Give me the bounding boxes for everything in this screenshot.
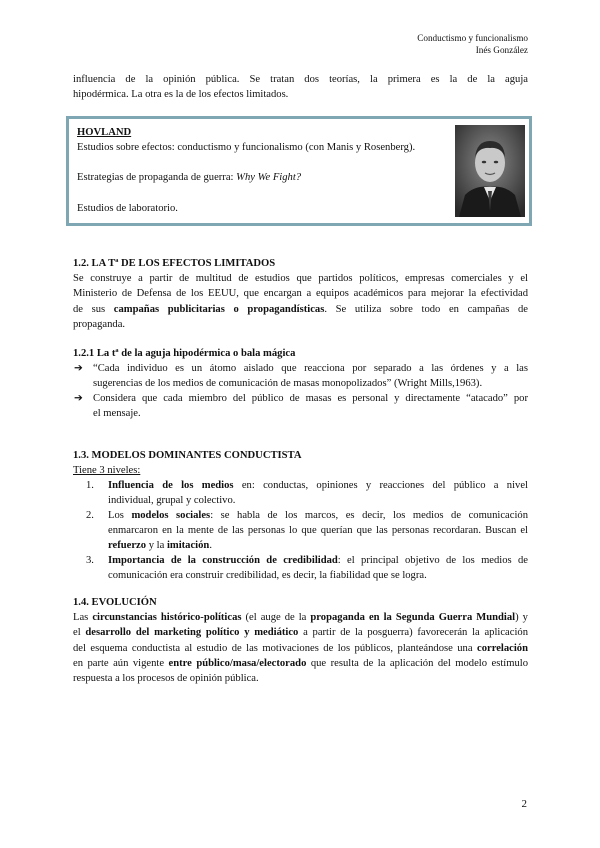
bold-span: entre público/masa/electorado bbox=[168, 657, 307, 669]
bullet-item bbox=[74, 391, 528, 421]
numbered-item bbox=[86, 553, 528, 583]
section-1-2-1-heading: 1.2.1 La tª de la aguja hipodérmica o bala mágica bbox=[73, 348, 296, 359]
bold-span: imitación bbox=[166, 540, 210, 552]
bullet-line: sugerencias de los medios de comunicación de masas monopolizados” (Wright Mills,1963). bbox=[93, 378, 483, 390]
page-number: 2 bbox=[521, 798, 527, 810]
hovland-line: Estudios sobre efectos: conductismo y funcionalismo (con Manis y Rosenberg). bbox=[77, 142, 416, 154]
section-line: Ministerio de Defensa de los EEUU, que encargan a equipos académicos para mejorar la efectividad bbox=[73, 288, 528, 300]
text-span: : el principal objetivo de los medios de bbox=[337, 555, 528, 566]
text-span: de sus bbox=[73, 303, 114, 315]
bullet-line: “Cada individuo es un átomo aislado que reacciona por separado a las órdenes y a las bbox=[93, 363, 528, 374]
text-span: . Se utiliza sobre todo en campañas de bbox=[324, 303, 528, 315]
section-heading: 1.2. LA Tª DE LOS EFECTOS LIMITADOS bbox=[73, 258, 276, 269]
item-line bbox=[108, 508, 528, 523]
bold-span: circunstancias histórico-políticas bbox=[92, 612, 242, 624]
bullet-line: el mensaje. bbox=[93, 408, 141, 420]
text-span: (el auge de la bbox=[241, 612, 311, 624]
hovland-title: HOVLAND bbox=[77, 127, 132, 138]
section-line: Se construye a partir de multitud de estudios que partidos políticos, empresas comerciales y el bbox=[73, 273, 528, 285]
bold-span: Importancia de la construcción de credibilidad bbox=[108, 555, 338, 566]
item-line bbox=[108, 553, 528, 568]
section-line bbox=[73, 625, 528, 640]
bold-span: correlación bbox=[477, 642, 528, 654]
section-line bbox=[73, 610, 528, 625]
section-line bbox=[73, 656, 528, 671]
hovland-text bbox=[77, 125, 447, 216]
text-span: que resulta de la aplicación del modelo estímulo bbox=[306, 657, 528, 669]
section-line bbox=[73, 641, 528, 656]
text-span: Estrategias de propaganda de guerra: bbox=[77, 172, 237, 184]
header-author: Inés González bbox=[475, 45, 528, 55]
item-line: individual, grupal y colectivo. bbox=[108, 495, 236, 507]
film-title: Why We Fight? bbox=[236, 172, 302, 184]
item-number: 2. bbox=[86, 510, 94, 521]
section-line bbox=[73, 302, 528, 317]
intro-line: hipodérmica. La otra es la de los efectos limitados. bbox=[73, 89, 289, 101]
section-1-3-heading: 1.3. MODELOS DOMINANTES CONDUCTISTA bbox=[73, 450, 302, 461]
item-line bbox=[108, 478, 528, 493]
bullet-line: Considera que cada miembro del público de masas es personal y directamente “atacado” por bbox=[93, 393, 528, 404]
text-span: en parte aún vigente bbox=[73, 657, 169, 669]
section-line: respuesta a los procesos de opinión pública. bbox=[73, 673, 259, 685]
item-line: comunicación era construir credibilidad, es decir, la fiabilidad que se logra. bbox=[108, 570, 427, 582]
text-span: y la bbox=[146, 540, 167, 552]
hovland-line: Estudios de laboratorio. bbox=[77, 202, 178, 214]
bold-span: desarrollo del marketing político y mediático bbox=[85, 627, 299, 639]
hovland-line bbox=[77, 170, 447, 185]
bold-span: propaganda en la Segunda Guerra Mundial bbox=[310, 612, 516, 624]
section-heading: 1.4. EVOLUCIÓN bbox=[73, 597, 157, 608]
section-1-4 bbox=[73, 595, 528, 686]
arrow-bullet-icon: ➔ bbox=[74, 393, 83, 404]
numbered-item bbox=[86, 508, 528, 554]
bold-span: campañas publicitarias o propagandísticas bbox=[113, 303, 325, 315]
item-number: 1. bbox=[86, 480, 94, 491]
item-number: 3. bbox=[86, 555, 94, 566]
bullet-item bbox=[74, 361, 528, 391]
section-line: propaganda. bbox=[73, 318, 126, 330]
text-span: en: conductas, opiniones y reacciones del público a nivel bbox=[233, 480, 528, 491]
arrow-bullet-icon: ➔ bbox=[74, 363, 83, 374]
numbered-item bbox=[86, 478, 528, 508]
hovland-box bbox=[66, 116, 532, 226]
section-1-3-sub: Tiene 3 niveles: bbox=[73, 465, 141, 476]
portrait-photo bbox=[455, 125, 525, 217]
text-span: . bbox=[209, 540, 212, 552]
item-line: enmarcaron en la mente de las personas lo que querían que las personas recordaran. Buscan el bbox=[108, 525, 528, 537]
header-title: Conductismo y funcionalismo bbox=[417, 33, 528, 43]
item-line bbox=[108, 538, 528, 553]
text-span: Los bbox=[108, 510, 132, 521]
intro-line: influencia de la opinión pública. Se tratan dos teorías, la primera es la de la aguja bbox=[73, 74, 528, 85]
text-span: del esquema conductista al estudio de las motivaciones de los públicos, planteándose una bbox=[73, 642, 477, 654]
bold-span: refuerzo bbox=[108, 540, 147, 552]
text-span: a partir de la posguerra) favorecerán la aplicación bbox=[298, 627, 528, 639]
running-header bbox=[417, 32, 528, 56]
text-span: Las bbox=[73, 612, 93, 624]
text-span: el bbox=[73, 627, 86, 639]
bold-span: Influencia de los medios bbox=[108, 480, 234, 491]
text-span: : se habla de los marcos, es decir, los medios de comunicación bbox=[210, 510, 528, 521]
section-1-2 bbox=[73, 256, 528, 332]
intro-paragraph bbox=[73, 72, 528, 102]
bold-span: modelos sociales bbox=[131, 510, 211, 521]
text-span: ) y bbox=[515, 612, 528, 624]
